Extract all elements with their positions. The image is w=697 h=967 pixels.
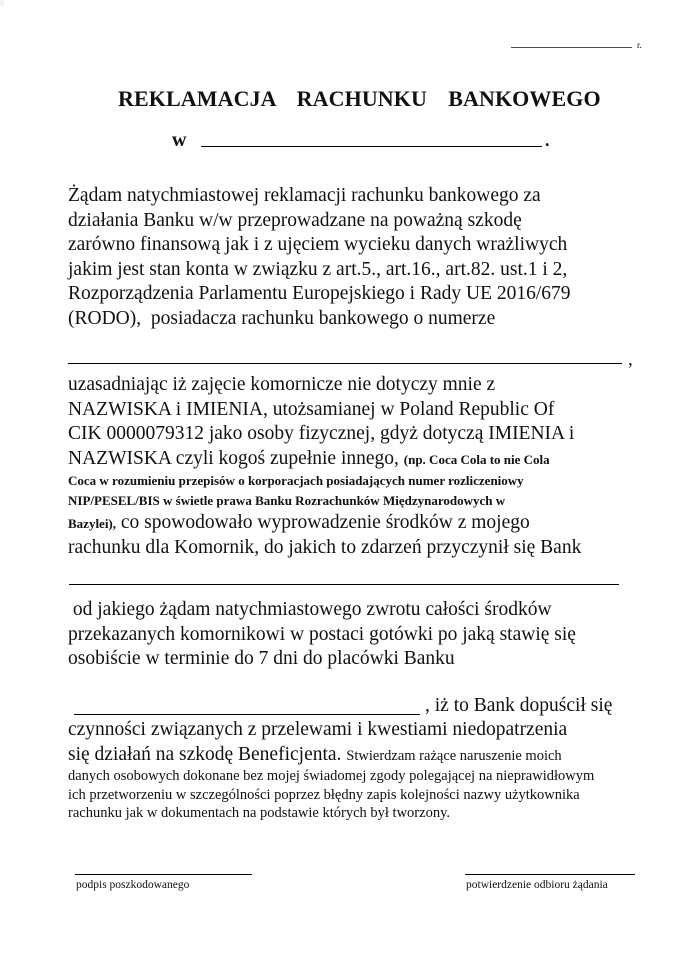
bank-name-field-line[interactable] <box>201 146 542 147</box>
note-text: Bazylei), <box>68 516 117 531</box>
text-line: uzasadniając iż zajęcie komornicze nie dotyczy mnie z <box>68 374 496 395</box>
account-number-field-line[interactable] <box>68 363 622 364</box>
note-text: NIP/PESEL/BIS w świetle prawa Banku Rozrachunków Międzynarodowych w <box>68 493 506 508</box>
text-line: NAZWISKA i IMIENIA, utożsamianej w Poland Republic Of <box>68 398 555 420</box>
text-line: Rozporządzenia Parlamentu Europejskiego i Rady UE 2016/679 <box>68 283 571 304</box>
text-line-main: co spowodowało wyprowadzenie środków z mojego <box>116 512 530 533</box>
small-text: rachunku jak w dokumentach na podstawie których był tworzony. <box>68 805 450 821</box>
paragraph-violation <box>68 718 668 823</box>
text-line: zarówno finansową jak i z ujęciem wycieku danych wrażliwych <box>68 234 568 255</box>
paragraph-refund-demand <box>68 598 668 672</box>
text-line: od jakiego żądam natychmiastowego zwrotu całości środków <box>68 599 552 620</box>
account-number-suffix: , <box>628 349 633 370</box>
document-title: REKLAMACJA RACHUNKU BANKOWEGO <box>118 86 601 111</box>
text-line-main: NAZWISKA czyli kogoś zupełnie innego, <box>68 447 404 469</box>
small-text: danych osobowych dokonane bez mojej świadomej zgody polegającej na nieprawidłowym <box>68 768 595 784</box>
text-line: rachunku dla Komornik, do jakich to zdarzeń przyczynił się Bank <box>68 536 582 558</box>
signature-label-injured-party: podpis poszkodowanego <box>76 879 190 891</box>
text-line: czynności związanych z przelewami i kwestiami niedopatrzenia <box>68 719 568 740</box>
date-field-line[interactable] <box>511 47 632 48</box>
text-line: przekazanych komornikowi w postaci gotówki po jaką stawię się <box>68 623 576 645</box>
signature-line-injured-party[interactable] <box>75 874 252 875</box>
small-text: Stwierdzam rażące naruszenie moich <box>346 747 562 764</box>
text-line <box>68 447 668 472</box>
text-line <box>68 743 668 768</box>
note-text: Coca w rozumieniu przepisów o korporacjach posiadających numer rozliczeniowy <box>68 473 524 488</box>
text-line: (RODO), posiadacza rachunku bankowego o numerze <box>68 307 496 329</box>
branch-field-line[interactable] <box>74 714 420 715</box>
page-corner-artifact <box>0 0 4 6</box>
text-line: jakim jest stan konta w związku z art.5., art.16., art.82. ust.1 i 2, <box>68 258 568 280</box>
text-line: CIK 0000079312 jako osoby fizycznej, gdyż dotyczą IMIENIA i <box>68 423 575 444</box>
bank-name-suffix: . <box>545 130 550 150</box>
text-line: osobiście w terminie do 7 dni do placówki Banku <box>68 648 455 669</box>
text-line: , iż to Bank dopuścił się <box>425 695 613 716</box>
small-text: ich przetworzeniu w szczególności poprzez błędny zapis kolejności nazwy użytkownika <box>68 786 580 803</box>
note-text: (np. Coca Cola to nie Cola <box>403 451 550 467</box>
text-line <box>68 511 668 536</box>
text-line: działania Banku w/w przeprowadzane na poważną szkodę <box>68 209 522 231</box>
signature-label-receipt: potwierdzenie odbioru żądania <box>466 879 608 891</box>
date-suffix: r. <box>637 40 642 50</box>
text-line: Żądam natychmiastowej reklamacji rachunku bankowego za <box>68 185 541 206</box>
paragraph-claim <box>68 184 668 331</box>
text-line-main: się działań na szkodę Beneficjenta. <box>68 743 347 765</box>
paragraph-justification <box>68 373 668 560</box>
signature-line-receipt[interactable] <box>465 874 635 875</box>
bank-prefix-label: w <box>172 129 187 151</box>
details-field-line[interactable] <box>69 584 619 585</box>
